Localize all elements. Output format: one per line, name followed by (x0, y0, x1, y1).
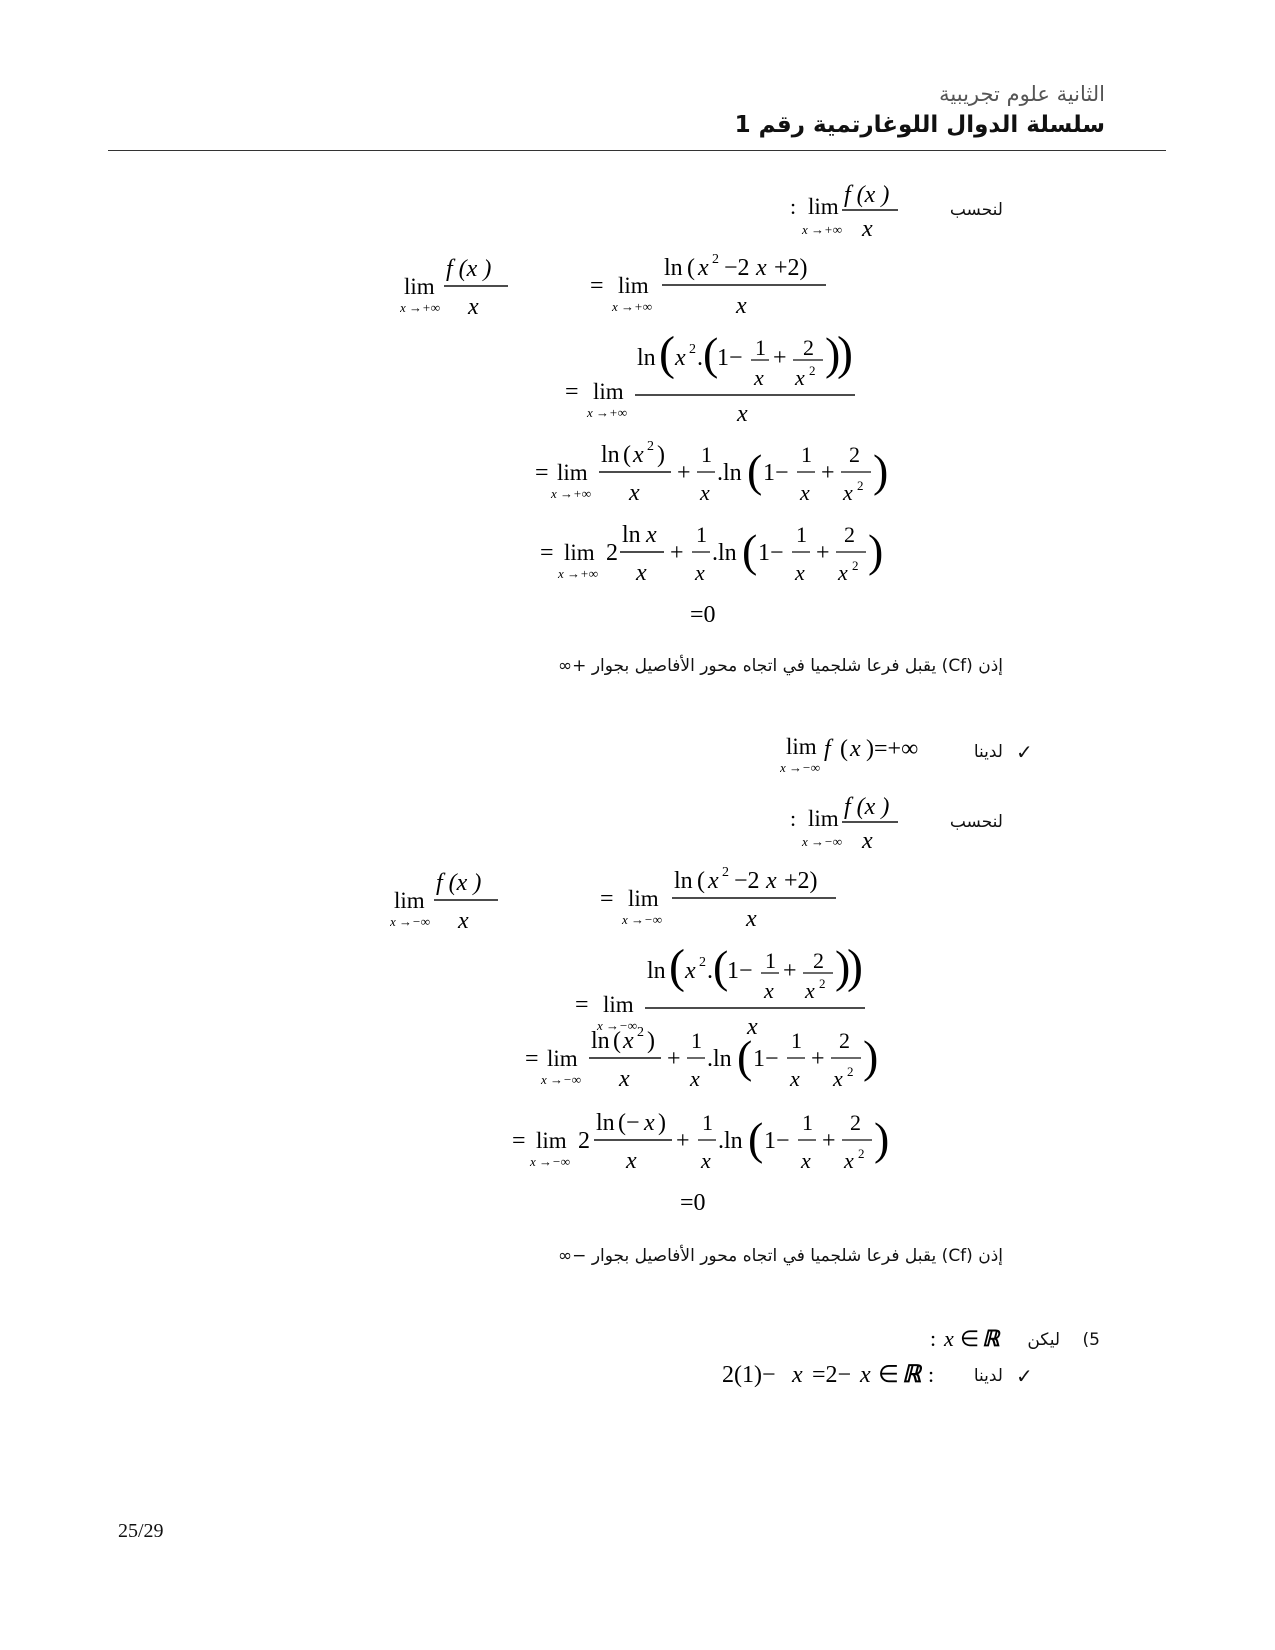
svg-text:): ) (874, 1113, 890, 1164)
svg-text:2: 2 (606, 540, 618, 566)
lhs-limit-minus (390, 864, 510, 934)
svg-text:x: x (754, 365, 764, 390)
svg-text:x: x (468, 294, 479, 320)
svg-text:+: + (667, 1046, 681, 1072)
svg-text:1−: 1− (763, 460, 789, 486)
svg-text:=: = (600, 886, 614, 912)
svg-text:x: x (792, 1362, 803, 1388)
svg-text:1: 1 (796, 522, 807, 547)
svg-text:lim: lim (404, 274, 435, 299)
svg-text:2: 2 (844, 522, 855, 547)
svg-text:=0: =0 (690, 602, 716, 628)
svg-text:ℝ: ℝ (982, 1326, 1000, 1351)
svg-text:x →+∞: x →+∞ (612, 299, 653, 314)
svg-text:x: x (944, 1326, 954, 1351)
svg-text:2(1)−: 2(1)− (722, 1362, 776, 1388)
svg-text::: : (928, 1362, 935, 1387)
svg-text:x: x (629, 480, 640, 506)
part5-formula (722, 1356, 962, 1392)
svg-text:+: + (670, 540, 684, 566)
svg-text:(: ( (748, 1113, 764, 1164)
svg-text:.ln: .ln (707, 1046, 732, 1072)
svg-text:1−: 1− (764, 1128, 790, 1154)
svg-text:2: 2 (850, 1110, 861, 1135)
svg-text::: : (930, 1326, 937, 1351)
svg-text:ln: ln (601, 442, 620, 468)
part5-number: 5) (1082, 1330, 1100, 1350)
svg-text:ln: ln (596, 1110, 615, 1136)
svg-text:x →+∞: x →+∞ (551, 486, 592, 501)
svg-text:x →−∞: x →−∞ (622, 912, 663, 927)
svg-text:1: 1 (755, 335, 766, 360)
svg-text:lim: lim (536, 1128, 567, 1153)
svg-text:1: 1 (696, 522, 707, 547)
svg-text:2: 2 (637, 1025, 644, 1040)
svg-text:2: 2 (809, 363, 816, 378)
svg-text:x: x (860, 1362, 871, 1388)
svg-text:): ) (835, 941, 851, 992)
svg-text:lim: lim (564, 540, 595, 565)
svg-text:1−: 1− (753, 1046, 779, 1072)
svg-text:2: 2 (689, 342, 696, 357)
svg-text:=: = (512, 1128, 526, 1154)
svg-text:ln: ln (622, 522, 641, 548)
svg-text:): ) (658, 1110, 666, 1136)
intro-text-minus: لنحسب (949, 812, 1003, 832)
svg-text:ln: ln (674, 868, 693, 894)
svg-text:x: x (764, 978, 774, 1003)
svg-text:2: 2 (852, 558, 859, 573)
svg-text::: : (790, 194, 797, 219)
svg-text:x →+∞: x →+∞ (400, 300, 441, 315)
svg-text:+: + (773, 345, 787, 371)
conclusion-minus: إذن (Cf) يقبل فرعا شلجميا في اتجاه محور الأفاصيل بجوار −∞ (558, 1246, 1003, 1266)
svg-text:∈: ∈ (878, 1362, 899, 1388)
svg-text:+: + (783, 958, 797, 984)
svg-text:x: x (838, 560, 848, 585)
svg-text:+2): +2) (784, 868, 818, 894)
svg-text:+: + (816, 540, 830, 566)
formula-target-minus (790, 792, 930, 854)
step3-minus (525, 1018, 885, 1098)
svg-text:lim: lim (808, 194, 839, 219)
svg-text:1−: 1− (717, 345, 743, 371)
svg-text:(: ( (737, 1031, 753, 1082)
svg-text:2: 2 (847, 1064, 854, 1079)
svg-text:lim: lim (593, 379, 624, 404)
svg-text:lim: lim (618, 273, 649, 298)
svg-text:x: x (619, 1066, 630, 1092)
svg-text:x: x (736, 293, 747, 319)
svg-text:2: 2 (699, 955, 706, 970)
svg-text:ln: ln (637, 345, 656, 371)
svg-text:2: 2 (858, 1146, 865, 1161)
lhs-limit-plus (400, 250, 520, 320)
svg-text:+: + (811, 1046, 825, 1072)
svg-text:x: x (698, 255, 709, 281)
svg-text:(: ( (669, 940, 685, 993)
svg-text:x: x (746, 906, 757, 932)
result-zero-plus (690, 596, 770, 630)
svg-text:x: x (623, 1028, 634, 1054)
given-limit-minus (780, 728, 960, 778)
svg-text:x: x (685, 958, 696, 984)
svg-text:2: 2 (803, 335, 814, 360)
svg-text:x →−∞: x →−∞ (390, 914, 431, 929)
svg-text:(: ( (747, 445, 763, 496)
svg-text:x: x (701, 1148, 711, 1173)
svg-text:lim: lim (547, 1046, 578, 1071)
svg-text:x: x (790, 1066, 800, 1091)
svg-text:∈: ∈ (960, 1326, 980, 1351)
svg-text:=: = (535, 460, 549, 486)
svg-text:f (x ): f (x ) (446, 256, 492, 282)
svg-text:): ) (863, 1031, 879, 1082)
svg-text:=: = (525, 1046, 539, 1072)
check-icon: ✓ (1016, 742, 1033, 764)
svg-text:lim: lim (557, 460, 588, 485)
svg-text:x →−∞: x →−∞ (597, 1018, 638, 1033)
svg-text:+: + (821, 460, 835, 486)
svg-text:(: ( (742, 525, 758, 576)
svg-text:(: ( (703, 328, 719, 379)
svg-text:1: 1 (801, 442, 812, 467)
svg-text:x: x (675, 345, 686, 371)
svg-text:x: x (695, 560, 705, 585)
svg-text:): ) (873, 445, 889, 496)
header-title: سلسلة الدوال اللوغارتمية رقم 1 (734, 112, 1105, 138)
svg-text:x: x (843, 480, 853, 505)
svg-text:x: x (700, 480, 710, 505)
svg-text:f (x ): f (x ) (844, 794, 890, 820)
svg-text:x: x (844, 1148, 854, 1173)
svg-text:lim: lim (808, 806, 839, 831)
step4-minus (512, 1100, 902, 1180)
svg-text:(−: (− (618, 1110, 640, 1136)
formula-target-plus (790, 180, 930, 242)
svg-text:x: x (795, 365, 805, 390)
svg-text:x: x (801, 1148, 811, 1173)
svg-text:1: 1 (701, 442, 712, 467)
svg-text:x: x (766, 868, 777, 894)
svg-text:): ) (825, 328, 841, 379)
svg-text:1−: 1− (727, 958, 753, 984)
svg-text:2: 2 (647, 439, 654, 454)
step4-plus (540, 512, 900, 592)
step3-plus (535, 432, 895, 512)
svg-text:): ) (647, 1028, 655, 1054)
step2-plus (565, 325, 865, 435)
svg-text:): ) (657, 442, 665, 468)
svg-text:+: + (677, 460, 691, 486)
svg-text:x →−∞: x →−∞ (802, 834, 843, 849)
svg-text:2: 2 (722, 865, 729, 880)
svg-text:x →+∞: x →+∞ (802, 222, 843, 237)
svg-text:f (x ): f (x ) (844, 182, 890, 208)
svg-text:.ln: .ln (717, 460, 742, 486)
svg-text:x: x (747, 1014, 758, 1040)
svg-text:+: + (822, 1128, 836, 1154)
svg-text:2: 2 (839, 1028, 850, 1053)
part5-we-have-text: لدينا (973, 1366, 1003, 1386)
svg-text:x: x (458, 908, 469, 934)
svg-text:(: ( (713, 941, 729, 992)
svg-text:+: + (676, 1128, 690, 1154)
svg-text:=2−: =2− (812, 1362, 852, 1388)
svg-text:(: ( (687, 255, 695, 281)
svg-text:x: x (850, 736, 861, 762)
svg-text:+2): +2) (774, 255, 808, 281)
svg-text:2: 2 (819, 976, 826, 991)
svg-text:(: ( (840, 736, 848, 762)
svg-text:=: = (565, 379, 579, 405)
step1-minus (600, 858, 850, 936)
svg-text:x: x (795, 560, 805, 585)
svg-text:.: . (697, 345, 703, 371)
svg-text:1: 1 (691, 1028, 702, 1053)
header-subtitle: الثانية علوم تجريبية (939, 82, 1105, 106)
svg-text:(: ( (697, 868, 705, 894)
svg-text:x →−∞: x →−∞ (780, 760, 821, 775)
svg-text:2: 2 (849, 442, 860, 467)
svg-text:−2: −2 (724, 255, 750, 281)
svg-text:lim: lim (628, 886, 659, 911)
svg-text:x →+∞: x →+∞ (587, 405, 628, 420)
svg-text:−2: −2 (734, 868, 760, 894)
svg-text:x: x (805, 978, 815, 1003)
intro-text-plus: لنحسب (949, 200, 1003, 220)
svg-text:.ln: .ln (712, 540, 737, 566)
svg-text:.ln: .ln (718, 1128, 743, 1154)
svg-text:x →−∞: x →−∞ (541, 1072, 582, 1087)
svg-text:x →+∞: x →+∞ (558, 566, 599, 581)
svg-text:1: 1 (791, 1028, 802, 1053)
svg-text:x →−∞: x →−∞ (530, 1154, 571, 1169)
svg-text:x: x (690, 1066, 700, 1091)
svg-text:x: x (756, 255, 767, 281)
conclusion-plus: إذن (Cf) يقبل فرعا شلجميا في اتجاه محور الأفاصيل بجوار +∞ (558, 656, 1003, 676)
svg-text:ln: ln (664, 255, 683, 281)
svg-text:(: ( (613, 1028, 621, 1054)
svg-text:x: x (800, 480, 810, 505)
svg-text:2: 2 (712, 252, 719, 267)
svg-text:lim: lim (786, 734, 817, 759)
svg-text:x: x (708, 868, 719, 894)
svg-text:f: f (824, 736, 831, 762)
given-text-minus: لدينا (973, 742, 1003, 762)
svg-text:1−: 1− (758, 540, 784, 566)
step1-plus (590, 245, 840, 323)
part5-let-formula (930, 1322, 1010, 1356)
svg-text:2: 2 (857, 478, 864, 493)
svg-text:=: = (575, 992, 589, 1018)
svg-text:): ) (868, 525, 884, 576)
part5-let-text: ليكن (1027, 1330, 1060, 1350)
svg-text:.: . (707, 958, 713, 984)
svg-text:=0: =0 (680, 1190, 706, 1216)
svg-text:)=+∞: )=+∞ (866, 736, 919, 762)
svg-text:x: x (862, 828, 873, 854)
svg-text:ln: ln (591, 1028, 610, 1054)
svg-text:=: = (540, 540, 554, 566)
svg-text:): ) (837, 327, 853, 380)
svg-text:1: 1 (802, 1110, 813, 1135)
svg-text:1: 1 (702, 1110, 713, 1135)
svg-text::: : (790, 806, 797, 831)
svg-text:(: ( (659, 327, 675, 380)
svg-text:x: x (633, 442, 644, 468)
svg-text:lim: lim (394, 888, 425, 913)
svg-text:x: x (626, 1148, 637, 1174)
svg-text:x: x (636, 560, 647, 586)
header-divider (108, 150, 1166, 151)
svg-text:ln: ln (647, 958, 666, 984)
svg-text:2: 2 (578, 1128, 590, 1154)
check-icon: ✓ (1016, 1366, 1033, 1388)
svg-text:x: x (646, 522, 657, 548)
svg-text:=: = (590, 273, 604, 299)
svg-text:1: 1 (765, 948, 776, 973)
svg-text:x: x (737, 401, 748, 427)
page-number: 25/29 (118, 1520, 164, 1542)
svg-text:f (x ): f (x ) (436, 870, 482, 896)
svg-text:): ) (847, 940, 863, 993)
svg-text:2: 2 (813, 948, 824, 973)
svg-text:x: x (833, 1066, 843, 1091)
svg-text:ℝ: ℝ (902, 1362, 922, 1388)
svg-text:x: x (862, 216, 873, 242)
svg-text:(: ( (623, 442, 631, 468)
svg-text:x: x (644, 1110, 655, 1136)
result-zero-minus (680, 1184, 760, 1218)
svg-text:lim: lim (603, 992, 634, 1017)
